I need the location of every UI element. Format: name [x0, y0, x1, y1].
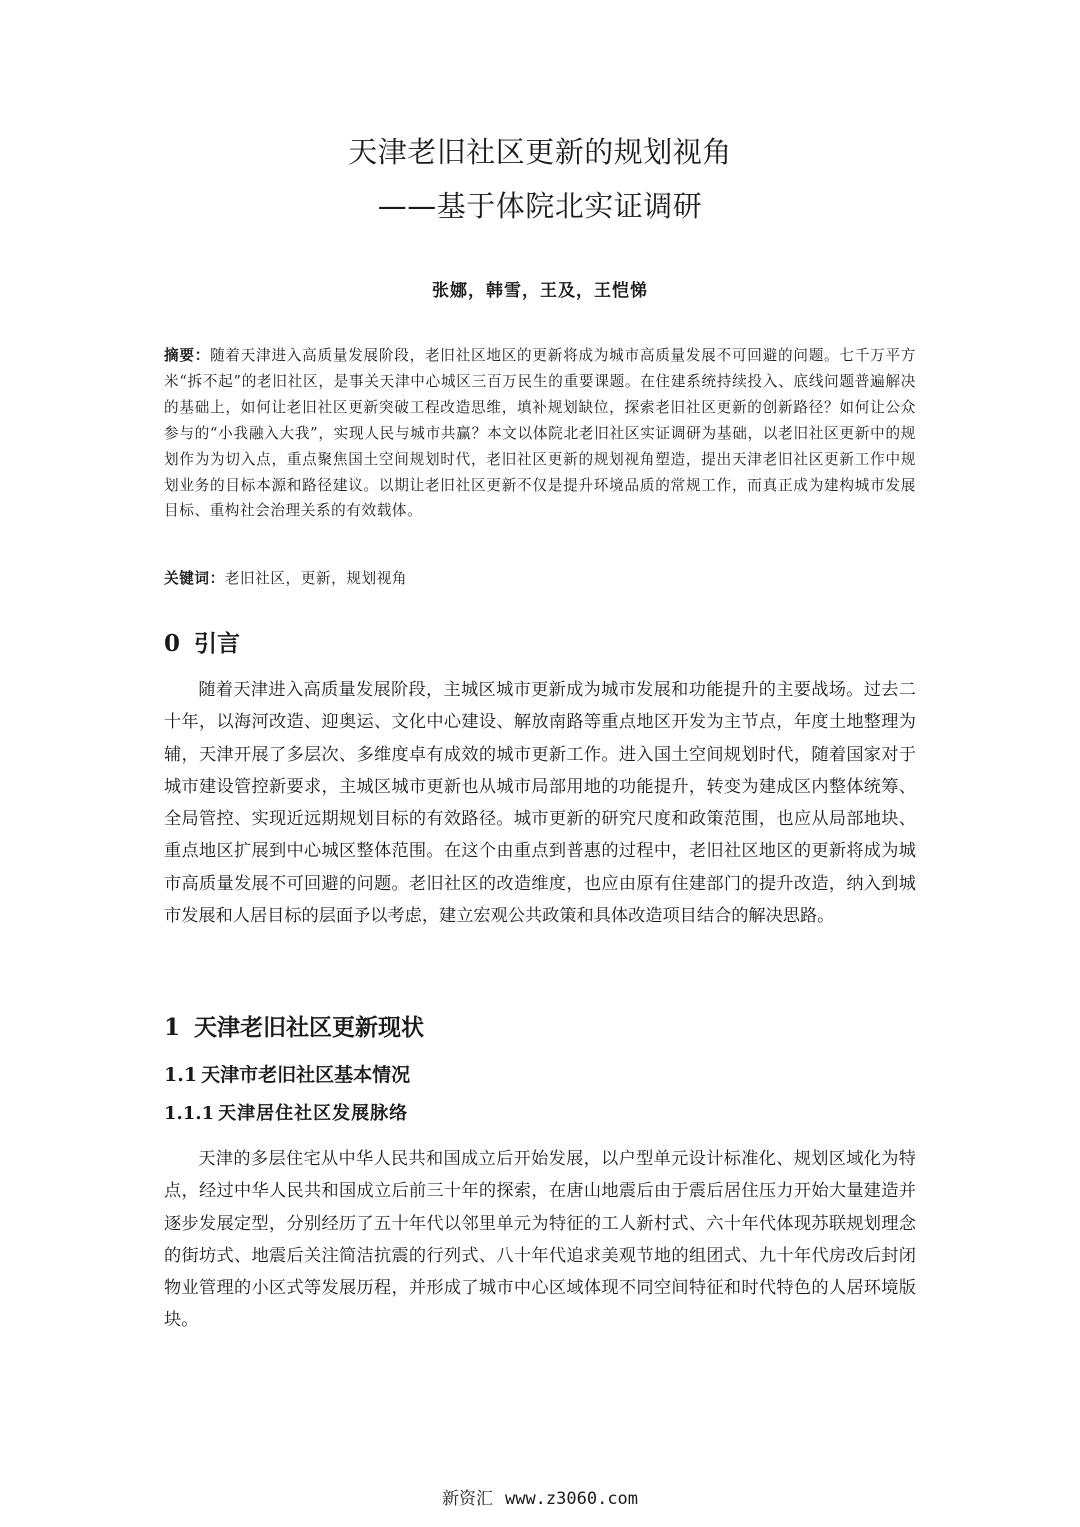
section-0-paragraph: 随着天津进入高质量发展阶段，主城区城市更新成为城市发展和功能提升的主要战场。过去二十年，以海河改造、迎奥运、文化中心建设、解放南路等重点地区开发为主节点，年度土地整理为辅，天津开展了多层次、多维度卓有成效的城市更新工作。进入国土空间规划时代，随着国家对于城市建设管控新要求，主城区城市更新也从城市局部用地的功能提升，转变为建成区内整体统筹、全局管控、实现近远期规划目标的有效路径。城市更新的研究尺度和政策范围，也应从局部地块、重点地区扩展到中心城区整体范围。在这个由重点到普惠的过程中，老旧社区地区的更新将成为城市高质量发展不可回避的问题。老旧社区的改造维度，也应由原有住建部门的提升改造，纳入到城市发展和人居目标的层面予以考虑，建立宏观公共政策和具体改造项目结合的解决思路。	[164, 680, 916, 927]
section-1-1-1-paragraph: 天津的多层住宅从中华人民共和国成立后开始发展，以户型单元设计标准化、规划区域化为特点，经过中华人民共和国成立后前三十年的探索，在唐山地震后由于震后居住压力开始大量建造并逐步发展定型，分别经历了五十年代以邻里单元为特征的工人新村式、六十年代体现苏联规划理念的街坊式、地震后关注简洁抗震的行列式、八十年代追求美观节地的组团式、九十年代房改后封闭物业管理的小区式等发展历程，并形成了城市中心区域体现不同空间特征和时代特色的人居环境版块。	[164, 1149, 916, 1331]
section-1-1-heading	[164, 1061, 410, 1089]
section-1-number: 1	[164, 1014, 181, 1041]
section-1-heading	[164, 1012, 424, 1044]
section-1-1-title: 天津市老旧社区基本情况	[201, 1064, 411, 1086]
section-1-1-number: 1.1	[164, 1064, 198, 1086]
abstract	[164, 343, 916, 524]
footer-url: www.z3060.com	[504, 1489, 639, 1509]
footer-brand: 新资汇	[441, 1489, 493, 1509]
title-block	[0, 132, 1080, 226]
page-footer	[0, 1484, 1080, 1509]
keywords	[164, 566, 916, 591]
keywords-text: 老旧社区，更新，规划视角	[224, 570, 408, 587]
keywords-label: 关键词：	[164, 570, 225, 587]
section-0-number: 0	[164, 630, 181, 657]
abstract-label: 摘要：	[164, 347, 211, 364]
paper-subtitle: ——基于体院北实证调研	[377, 189, 703, 223]
section-0-title: 引言	[194, 631, 241, 657]
abstract-text: 随着天津进入高质量发展阶段，老旧社区地区的更新将成为城市高质量发展不可回避的问题。七千万平方米“拆不起”的老旧社区，是事关天津中心城区三百万民生的重要课题。在住建系统持续投入、底线问题普遍解决的基础上，如何让老旧社区更新突破工程改造思维，填补规划缺位，探索老旧社区更新的创新路径？如何让公众参与的“小我融入大我”，实现人民与城市共赢？本文以体院北老旧社区实证调研为基础，以老旧社区更新中的规划作为为切入点，重点聚焦国土空间规划时代，老旧社区更新的规划视角塑造，提出天津老旧社区更新工作中规划业务的目标本源和路径建议。以期让老旧社区更新不仅是提升环境品质的常规工作，而真正成为建构城市发展目标、重构社会治理关系的有效载体。	[164, 347, 916, 520]
section-1-1-1-number: 1.1.1	[164, 1103, 215, 1124]
author-list: 张娜，韩雪，王及，王恺悌	[432, 281, 648, 301]
section-1-title: 天津老旧社区更新现状	[194, 1015, 425, 1041]
paper-title: 天津老旧社区更新的规划视角	[348, 135, 732, 169]
section-0-heading	[164, 628, 240, 660]
section-1-1-1-title: 天津居住社区发展脉络	[218, 1103, 409, 1124]
section-1-1-1-heading	[164, 1101, 408, 1127]
